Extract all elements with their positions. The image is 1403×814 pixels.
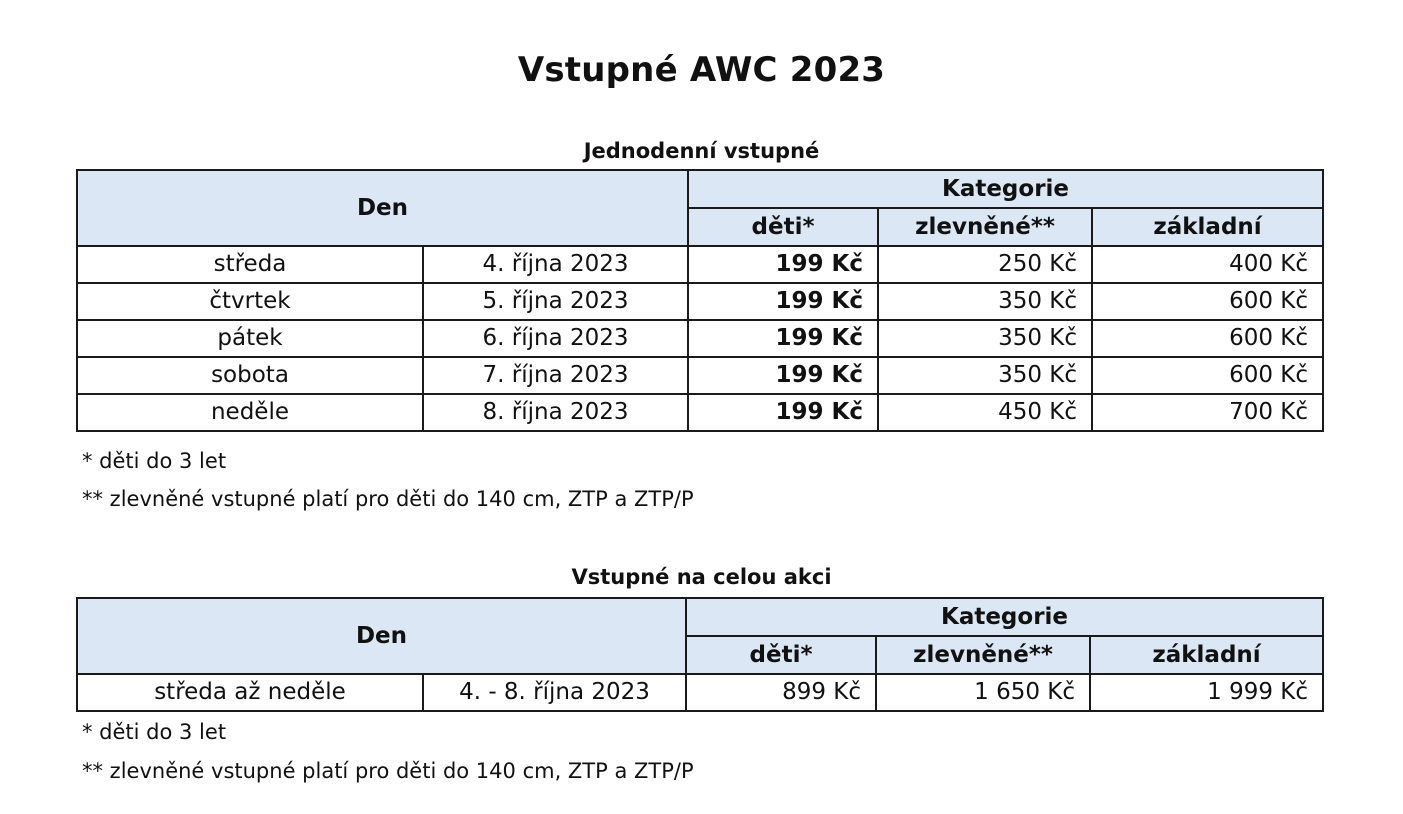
children-footnote: * děti do 3 let xyxy=(82,720,227,744)
whole-event-price-table xyxy=(76,597,1324,712)
reduced-price-cell: 250 Kč xyxy=(878,246,1092,283)
day-cell: sobota xyxy=(77,357,423,394)
reduced-column-header: zlevněné** xyxy=(876,636,1090,674)
children-price-cell: 199 Kč xyxy=(688,246,878,283)
page-title: Vstupné AWC 2023 xyxy=(517,50,886,90)
reduced-price-cell: 350 Kč xyxy=(878,283,1092,320)
basic-column-header: základní xyxy=(1090,636,1323,674)
category-header: Kategorie xyxy=(686,598,1323,636)
table-row xyxy=(77,394,1323,431)
table-row xyxy=(77,320,1323,357)
reduced-column-header: zlevněné** xyxy=(878,208,1092,246)
one-day-heading: Jednodenní vstupné xyxy=(583,139,820,163)
date-cell: 6. října 2023 xyxy=(423,320,688,357)
date-cell: 5. října 2023 xyxy=(423,283,688,320)
reduced-price-cell: 450 Kč xyxy=(878,394,1092,431)
children-column-header: děti* xyxy=(688,208,878,246)
day-cell: středa xyxy=(77,246,423,283)
children-price-cell: 899 Kč xyxy=(686,674,876,711)
reduced-price-cell: 350 Kč xyxy=(878,320,1092,357)
basic-price-cell: 700 Kč xyxy=(1092,394,1323,431)
category-header: Kategorie xyxy=(688,170,1323,208)
table-row xyxy=(77,246,1323,283)
day-cell: neděle xyxy=(77,394,423,431)
children-column-header: děti* xyxy=(686,636,876,674)
basic-price-cell: 600 Kč xyxy=(1092,283,1323,320)
children-price-cell: 199 Kč xyxy=(688,283,878,320)
reduced-footnote: ** zlevněné vstupné platí pro děti do 140 cm, ZTP a ZTP/P xyxy=(82,487,694,511)
date-cell: 8. října 2023 xyxy=(423,394,688,431)
day-cell: čtvrtek xyxy=(77,283,423,320)
basic-column-header: základní xyxy=(1092,208,1323,246)
table-row xyxy=(77,674,1323,711)
reduced-footnote: ** zlevněné vstupné platí pro děti do 140 cm, ZTP a ZTP/P xyxy=(82,759,694,783)
date-cell: 4. - 8. října 2023 xyxy=(423,674,686,711)
day-column-header: Den xyxy=(77,170,688,246)
basic-price-cell: 1 999 Kč xyxy=(1090,674,1323,711)
basic-price-cell: 400 Kč xyxy=(1092,246,1323,283)
one-day-price-table xyxy=(76,169,1324,432)
children-price-cell: 199 Kč xyxy=(688,357,878,394)
reduced-price-cell: 1 650 Kč xyxy=(876,674,1090,711)
children-price-cell: 199 Kč xyxy=(688,320,878,357)
children-footnote: * děti do 3 let xyxy=(82,449,227,473)
children-price-cell: 199 Kč xyxy=(688,394,878,431)
basic-price-cell: 600 Kč xyxy=(1092,320,1323,357)
date-cell: 4. října 2023 xyxy=(423,246,688,283)
table-row xyxy=(77,357,1323,394)
table-row xyxy=(77,283,1323,320)
day-cell: pátek xyxy=(77,320,423,357)
reduced-price-cell: 350 Kč xyxy=(878,357,1092,394)
basic-price-cell: 600 Kč xyxy=(1092,357,1323,394)
day-column-header: Den xyxy=(77,598,686,674)
date-cell: 7. října 2023 xyxy=(423,357,688,394)
whole-event-heading: Vstupné na celou akci xyxy=(571,565,832,589)
day-cell: středa až neděle xyxy=(77,674,423,711)
